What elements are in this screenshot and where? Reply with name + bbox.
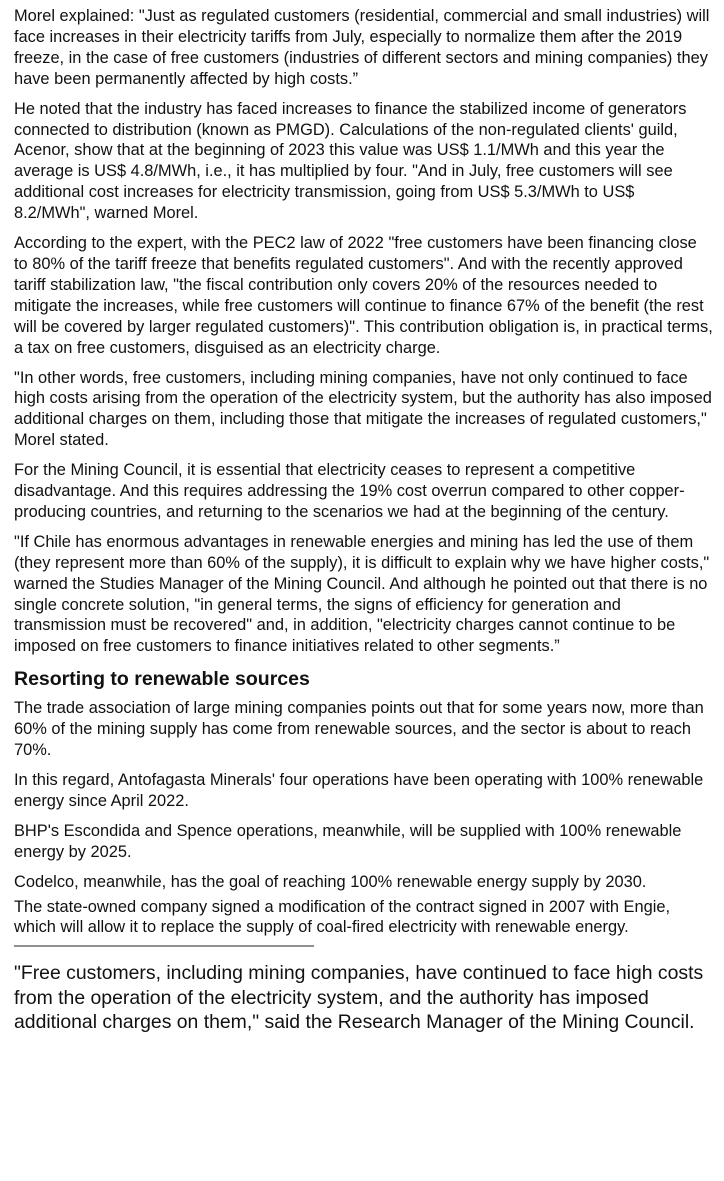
paragraph-bhp-operations: BHP's Escondida and Spence operations, meanwhile, will be supplied with 100% renewable energy by 2025. [14,821,682,861]
section-heading-renewable-sources: Resorting to renewable sources [14,668,310,691]
article-body [14,6,714,1035]
paragraph-codelco-goal: Codelco, meanwhile, has the goal of reaching 100% renewable energy supply by 2030. [14,872,647,891]
paragraph-engie-contract: The state-owned company signed a modification of the contract signed in 2007 with Engie, which will allow it to replace the supply of coal-fired electricity with renewable energy. [14,897,671,937]
paragraph-additional-charges: "In other words, free customers, including mining companies, have not only continued to face high costs arising from the operation of the electricity system, but the authority has also imposed additional charges on them, including those that mitigate the increases of regulated customers," Morel stated. [14,368,712,450]
paragraph-morel-explained: Morel explained: "Just as regulated customers (residential, commercial and small industries) will face increases in their electricity tariffs from July, especially to normalize them after the 2019 freeze, in the case of free customers (industries of different sectors and mining companies) they have been permanently affected by high costs.” [14,7,710,88]
dash-separator: ———————————————————— [14,937,314,955]
paragraph-pmgd-costs: He noted that the industry has faced increases to finance the stabilized income of generators connected to distribution (known as PMGD). Calculations of the non-regulated clients' guild, Acenor, show that at the beginning of 2023 this value was US$ 1.1/MWh and this year the average is US$ 4.8/MWh, i.e., it has multiplied by four. "And in July, free customers will see additional cost increases for electricity transmission, going from US$ 5.3/MWh to US$ 8.2/MWh", warned Morel. [14,99,687,223]
paragraph-antofagasta-minerals: In this regard, Antofagasta Minerals' four operations have been operating with 100% renewable energy since April 2022. [14,771,704,810]
paragraph-renewable-advantages: "If Chile has enormous advantages in renewable energies and mining has led the use of them (they represent more than 60% of the supply), it is difficult to explain why we have higher costs," warned the Studies Manager of the Mining Council. And although he pointed out that there is no single concrete solution, "in general terms, the signs of efficiency for generation and transmission must be recovered" and, in addition, "electricity charges cannot continue to be imposed on free customers to finance initiatives related to other segments.” [14,532,710,656]
paragraph-pec2-law: According to the expert, with the PEC2 law of 2022 "free customers have been financing close to 80% of the tariff freeze that benefits regulated customers". And with the recently approved tariff stabilization law, "the fiscal contribution only covers 20% of the resources needed to mitigate the increases, while free customers will continue to finance 67% of the benefit (the rest will be covered by larger regulated customers)". This contribution obligation is, in practical terms, a tax on free customers, disguised as an electricity charge. [14,234,713,357]
paragraph-mining-supply-renewable: The trade association of large mining companies points out that for some years now, more than 60% of the mining supply has come from renewable sources, and the sector is about to reach 70%. [14,699,704,760]
pull-quote: "Free customers, including mining companies, have continued to face high costs from the operation of the electricity system, and the authority has imposed additional charges on them," said the Research Manager of the Mining Council. [14,962,704,1034]
paragraph-competitive-disadvantage: For the Mining Council, it is essential that electricity ceases to represent a competitive disadvantage. And this requires addressing the 19% cost overrun compared to other copper-producing countries, and returning to the scenarios we had at the beginning of the century. [14,461,685,521]
